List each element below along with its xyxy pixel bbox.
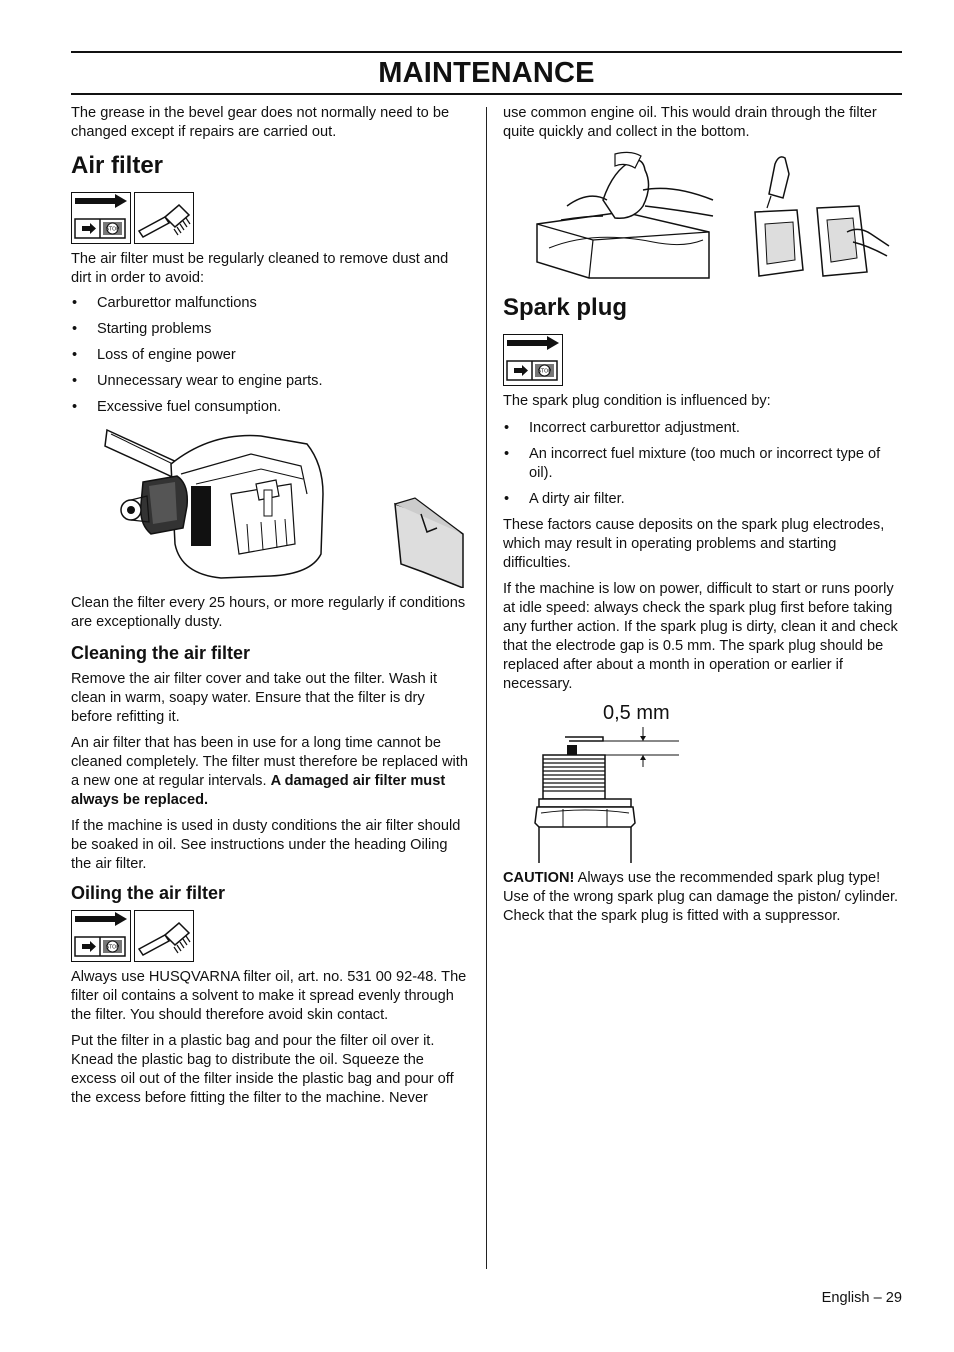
spark-plug-check-paragraph: If the machine is low on power, difficult to start or runs poorly at idle speed: always check the spark plug first before taking any further action. If the spark plug is dirty, clean it and check that the electrode gap is 0.5 mm. The spark plug should be replaced after about a month in operation or earlier if necessary.	[503, 581, 898, 692]
cleaning-paragraph-3: If the machine is used in dusty conditions the air filter should be soaked in oil. See instructions under the heading Oiling the air filter.	[71, 818, 461, 872]
list-item: • Loss of engine power	[72, 347, 236, 363]
spark-plug-gap-figure	[503, 701, 903, 863]
right-column	[503, 104, 903, 933]
oiling-continued-paragraph: use common engine oil. This would drain through the filter quite quickly and collect in the bottom.	[503, 105, 877, 140]
oiling-heading: Oiling the air filter	[71, 883, 226, 903]
spark-plug-deposits-paragraph: These factors cause deposits on the spark plug electrodes, which may result in operating problems and starting difficulties.	[503, 517, 885, 571]
list-item: • Excessive fuel consumption.	[72, 399, 282, 415]
cleaning-heading: Cleaning the air filter	[71, 643, 251, 663]
air-filter-intro: The air filter must be regularly cleaned to remove dust and dirt in order to avoid:	[71, 251, 449, 286]
air-filter-symbols	[71, 192, 469, 244]
header-rule-bottom	[71, 93, 902, 95]
stop-text: STOP	[537, 368, 552, 375]
spark-plug-heading: Spark plug	[503, 294, 628, 321]
cleaning-paragraph-1: Remove the air filter cover and take out the filter. Wash it clean in warm, soapy water. Ensure that the filter is dry before refitting it.	[71, 671, 438, 725]
maintenance-arrow-icon	[71, 910, 131, 962]
spark-plug-bullet-list	[503, 419, 903, 509]
list-item: • A dirty air filter.	[504, 491, 625, 507]
oiling-paragraph-1: Always use HUSQVARNA filter oil, art. no. 531 00 92-48. The filter oil contains a solvent to make it spread evenly through the filter. You should therefore avoid skin contact.	[71, 969, 467, 1023]
air-filter-heading: Air filter	[71, 152, 164, 179]
air-filter-cleaning-interval: Clean the filter every 25 hours, or more regularly if conditions are exceptionally dusty.	[71, 595, 466, 630]
list-item: • An incorrect fuel mixture (too much or incorrect type of oil).	[504, 446, 881, 481]
spark-plug-drawing	[503, 727, 703, 863]
page-title: MAINTENANCE	[378, 57, 595, 89]
air-filter-bullet-list	[71, 294, 469, 417]
page-footer: English – 29	[821, 1290, 902, 1306]
spark-plug-symbols	[503, 334, 903, 386]
list-item: • Incorrect carburettor adjustment.	[504, 420, 740, 436]
maintenance-arrow-icon	[503, 334, 563, 386]
filter-oiling-illustration	[503, 150, 903, 282]
maintenance-arrow-icon	[71, 192, 131, 244]
gap-measurement-label: 0,5 mm	[603, 702, 670, 724]
caution-label: CAUTION!	[503, 870, 575, 886]
caution-paragraph: CAUTION! Always use the recommended spark plug type! Use of the wrong spark plug can damage the piston/ cylinder. Check that the spark plug is fitted with a suppressor.	[503, 870, 899, 924]
air-filter-engine-illustration	[71, 424, 469, 588]
oiling-paragraph-2: Put the filter in a plastic bag and pour the filter oil over it. Knead the plastic bag to distribute the oil. Squeeze the excess oil out of the filter inside the plastic bag and pour off the excess before fitting the filter to the machine. Never	[71, 1033, 454, 1106]
oiling-symbols	[71, 910, 469, 962]
stop-text: STOP	[105, 944, 120, 951]
intro-paragraph: The grease in the bevel gear does not normally need to be changed except if repairs are carried out.	[71, 105, 450, 140]
spark-plug-intro: The spark plug condition is influenced by:	[503, 393, 771, 409]
damaged-filter-warning: A damaged air filter must always be replaced.	[71, 773, 446, 808]
list-item: • Carburettor malfunctions	[72, 295, 257, 311]
left-column	[71, 104, 469, 1115]
column-divider	[486, 107, 487, 1269]
list-item: • Unnecessary wear to engine parts.	[72, 373, 323, 389]
list-item: • Starting problems	[72, 321, 212, 337]
stop-text: STOP	[105, 226, 120, 233]
cleaning-paragraph-2: An air filter that has been in use for a long time cannot be cleaned completely. The filter must therefore be replaced with a new one at regular intervals. A damaged air filter must always be replaced.	[71, 735, 468, 808]
brush-icon	[134, 910, 194, 962]
header-rule-top	[71, 51, 902, 53]
brush-icon	[134, 192, 194, 244]
